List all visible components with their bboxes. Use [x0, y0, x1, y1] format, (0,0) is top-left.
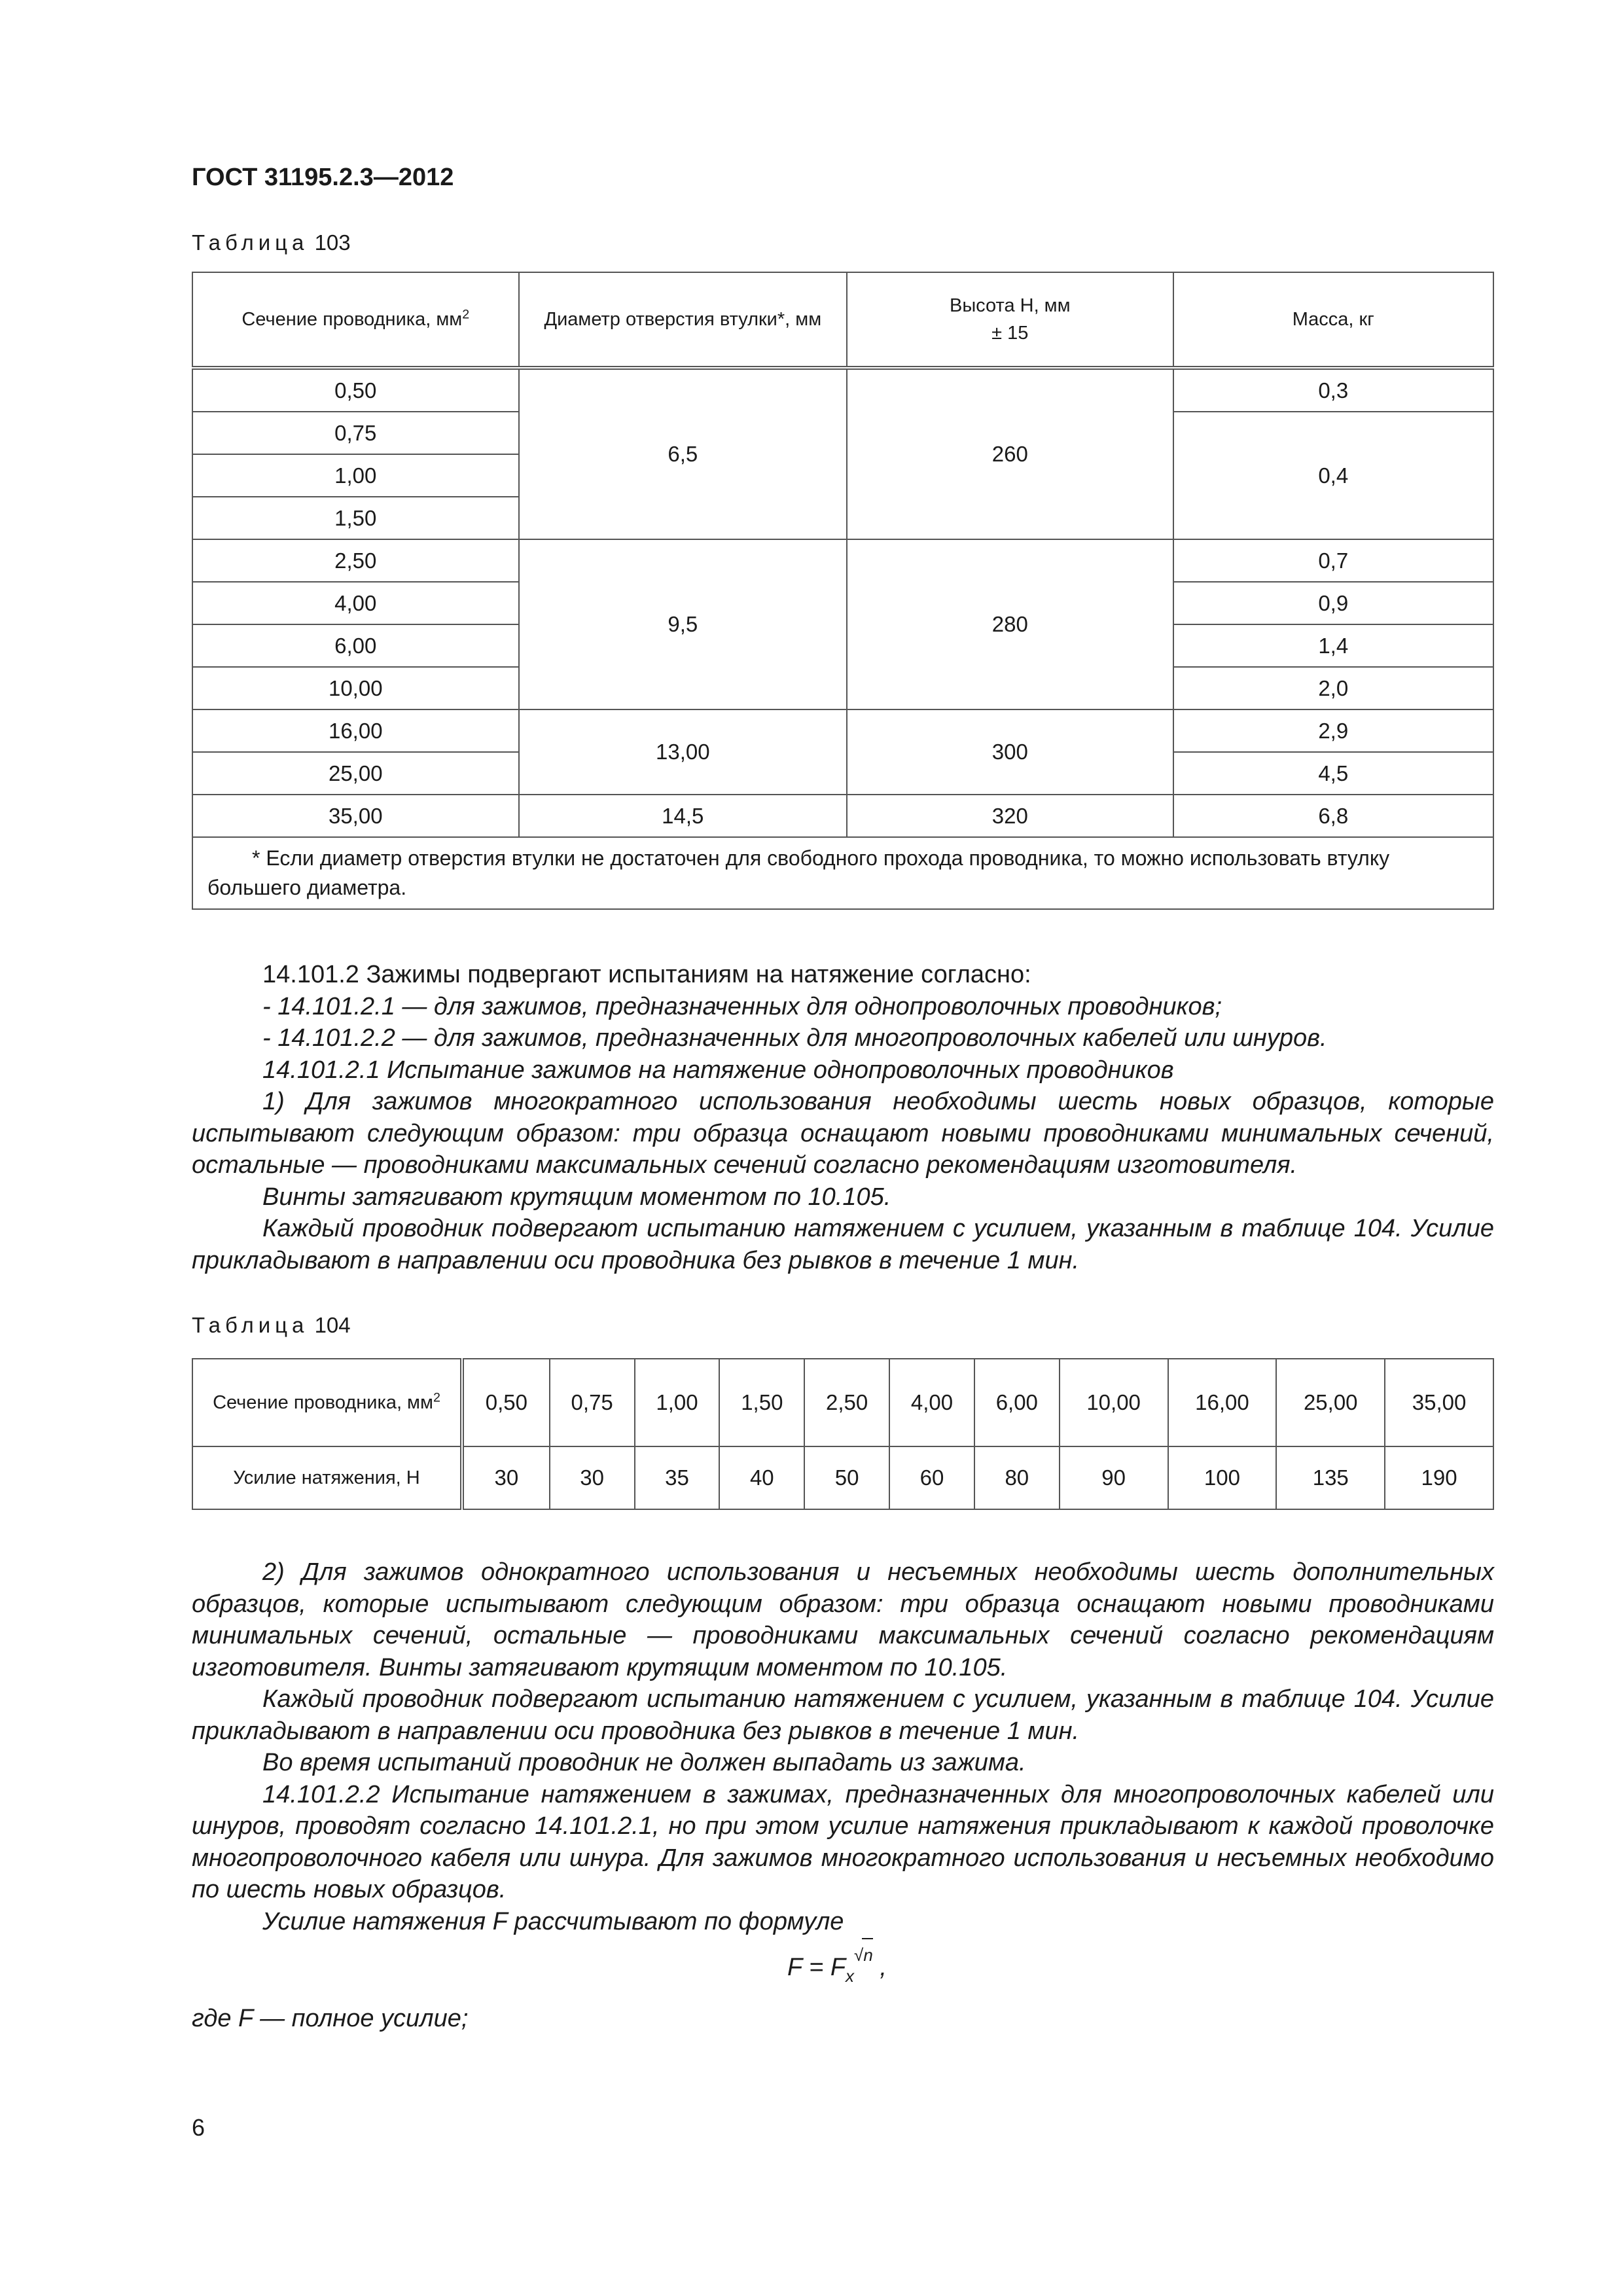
- cell-force: 90: [1060, 1446, 1168, 1509]
- cell-mass: 0,3: [1173, 368, 1494, 412]
- row-label-force: Усилие натяжения, Н: [192, 1446, 462, 1509]
- cell-section: 2,50: [804, 1359, 889, 1446]
- table-footnote-row: [192, 837, 1493, 909]
- cell-height: 320: [847, 795, 1173, 837]
- table-103-caption: [192, 230, 351, 255]
- header-diameter: Диаметр отверстия втулки*, мм: [519, 272, 847, 368]
- cell-section: 1,00: [635, 1359, 720, 1446]
- paragraph: Винты затягивают крутящим моментом по 10.105.: [262, 1183, 891, 1211]
- cell-section: 6,00: [192, 624, 519, 667]
- cell-diameter: 13,00: [519, 709, 847, 795]
- table-104: [192, 1358, 1494, 1510]
- paragraph: 14.101.2 Зажимы подвергают испытаниям на натяжение согласно:: [262, 961, 1031, 988]
- cell-height: 260: [847, 368, 1173, 539]
- cell-force: 35: [635, 1446, 720, 1509]
- table-caption-number: 103: [314, 230, 351, 255]
- table-row: [192, 539, 1493, 582]
- cell-section: 0,50: [192, 368, 519, 412]
- table-caption-number: 104: [314, 1313, 351, 1337]
- header-section: Сечение проводника, $мм^2$: [192, 272, 519, 368]
- cell-height: 300: [847, 709, 1173, 795]
- cell-force: 60: [889, 1446, 974, 1509]
- cell-section: 25,00: [1276, 1359, 1385, 1446]
- cell-section: 10,00: [1060, 1359, 1168, 1446]
- table-row: [192, 1446, 1493, 1509]
- cell-force: 30: [550, 1446, 635, 1509]
- table-103: [192, 272, 1494, 910]
- cell-section: 1,50: [192, 497, 519, 539]
- cell-force: 30: [462, 1446, 550, 1509]
- text-block-2: [192, 1556, 1494, 2035]
- cell-force: 80: [974, 1446, 1060, 1509]
- cell-section: 2,50: [192, 539, 519, 582]
- cell-force: 50: [804, 1446, 889, 1509]
- cell-mass: 0,7: [1173, 539, 1494, 582]
- paragraph: Усилие натяжения F рассчитывают по формуле: [262, 1907, 844, 1935]
- cell-section: 0,50: [462, 1359, 550, 1446]
- paragraph: 1) Для зажимов многократного использования необходимы шесть новых образцов, которые испытывают следующим образом: три образца оснащают новыми проводниками минимальных сечений, остальные — проводниками максимальных сечений согласно рекомендациям изготовителя.: [192, 1088, 1494, 1179]
- cell-diameter: 14,5: [519, 795, 847, 837]
- header-height: Высота Н, мм ± 15: [847, 272, 1173, 368]
- table-104-caption: [192, 1313, 351, 1338]
- cell-section: 0,75: [192, 412, 519, 454]
- formula-where: где F — полное усилие;: [192, 2005, 469, 2032]
- cell-mass: 2,0: [1173, 667, 1494, 709]
- cell-section: 16,00: [192, 709, 519, 752]
- text-block-1: [192, 959, 1494, 1276]
- cell-section: 35,00: [192, 795, 519, 837]
- cell-section: 0,75: [550, 1359, 635, 1446]
- standard-designation: ГОСТ 31195.2.3—2012: [192, 164, 454, 191]
- table-row: [192, 709, 1493, 752]
- paragraph: Во время испытаний проводник не должен выпадать из зажима.: [262, 1749, 1026, 1776]
- table-row: [192, 795, 1493, 837]
- formula: [192, 1937, 1494, 2003]
- cell-force: 40: [719, 1446, 804, 1509]
- page-number: 6: [192, 2114, 205, 2141]
- table-caption-word: Таблица: [192, 1313, 309, 1337]
- subsection-heading: 14.101.2.1 Испытание зажимов на натяжение однопроволочных проводников: [262, 1056, 1174, 1084]
- cell-section: 35,00: [1385, 1359, 1493, 1446]
- cell-section: 1,00: [192, 454, 519, 497]
- table-footnote: * Если диаметр отверстия втулки не достаточен для свободного прохода проводника, то можно использовать втулку большего диаметра.: [192, 837, 1493, 909]
- cell-height: 280: [847, 539, 1173, 709]
- cell-mass: 0,4: [1173, 412, 1494, 539]
- paragraph: 2) Для зажимов однократного использования и несъемных необходимы шесть дополнительных образцов, которые испытывают следующим образом: три образца оснащают новыми проводниками минимальных сечений, остальные — проводниками максимальных сечений согласно рекомендациям изготовителя. Винты затягивают крутящим моментом по 10.105.: [192, 1558, 1494, 1681]
- cell-section: 4,00: [889, 1359, 974, 1446]
- row-label-section: Сечение проводника, $мм^2$: [192, 1359, 462, 1446]
- cell-section: 16,00: [1168, 1359, 1277, 1446]
- cell-section: 6,00: [974, 1359, 1060, 1446]
- cell-mass: 2,9: [1173, 709, 1494, 752]
- table-row: [192, 1359, 1493, 1446]
- header-mass: Масса, кг: [1173, 272, 1494, 368]
- table-header-row: [192, 272, 1493, 368]
- cell-diameter: 9,5: [519, 539, 847, 709]
- paragraph: Каждый проводник подвергают испытанию натяжением с усилием, указанным в таблице 104. Усилие прикладывают в направлении оси проводника без рывков в течение 1 мин.: [192, 1215, 1494, 1274]
- cell-diameter: 6,5: [519, 368, 847, 539]
- cell-force: 190: [1385, 1446, 1493, 1509]
- table-caption-word: Таблица: [192, 230, 309, 255]
- list-item: - 14.101.2.2 — для зажимов, предназначенных для многопроволочных кабелей или шнуров.: [262, 1024, 1327, 1052]
- cell-mass: 1,4: [1173, 624, 1494, 667]
- cell-section: 10,00: [192, 667, 519, 709]
- cell-section: 1,50: [719, 1359, 804, 1446]
- formula-expression: $F = F_x^{√n}$ ,: [787, 1952, 887, 1992]
- paragraph: Каждый проводник подвергают испытанию натяжением с усилием, указанным в таблице 104. Усилие прикладывают в направлении оси проводника без рывков в течение 1 мин.: [192, 1685, 1494, 1745]
- table-row: [192, 368, 1493, 412]
- list-item: - 14.101.2.1 — для зажимов, предназначенных для однопроволочных проводников;: [262, 992, 1222, 1020]
- cell-force: 100: [1168, 1446, 1277, 1509]
- cell-mass: 0,9: [1173, 582, 1494, 624]
- paragraph: 14.101.2.2 Испытание натяжением в зажимах, предназначенных для многопроволочных кабелей или шнуров, проводят согласно 14.101.2.1, но при этом усилие натяжения прикладывают к каждой проволочке многопроволочного кабеля или шнура. Для зажимов многократного использования и несъемных необходимо по шесть новых образцов.: [192, 1780, 1494, 1903]
- cell-section: 25,00: [192, 752, 519, 795]
- cell-mass: 4,5: [1173, 752, 1494, 795]
- cell-force: 135: [1276, 1446, 1385, 1509]
- cell-mass: 6,8: [1173, 795, 1494, 837]
- cell-section: 4,00: [192, 582, 519, 624]
